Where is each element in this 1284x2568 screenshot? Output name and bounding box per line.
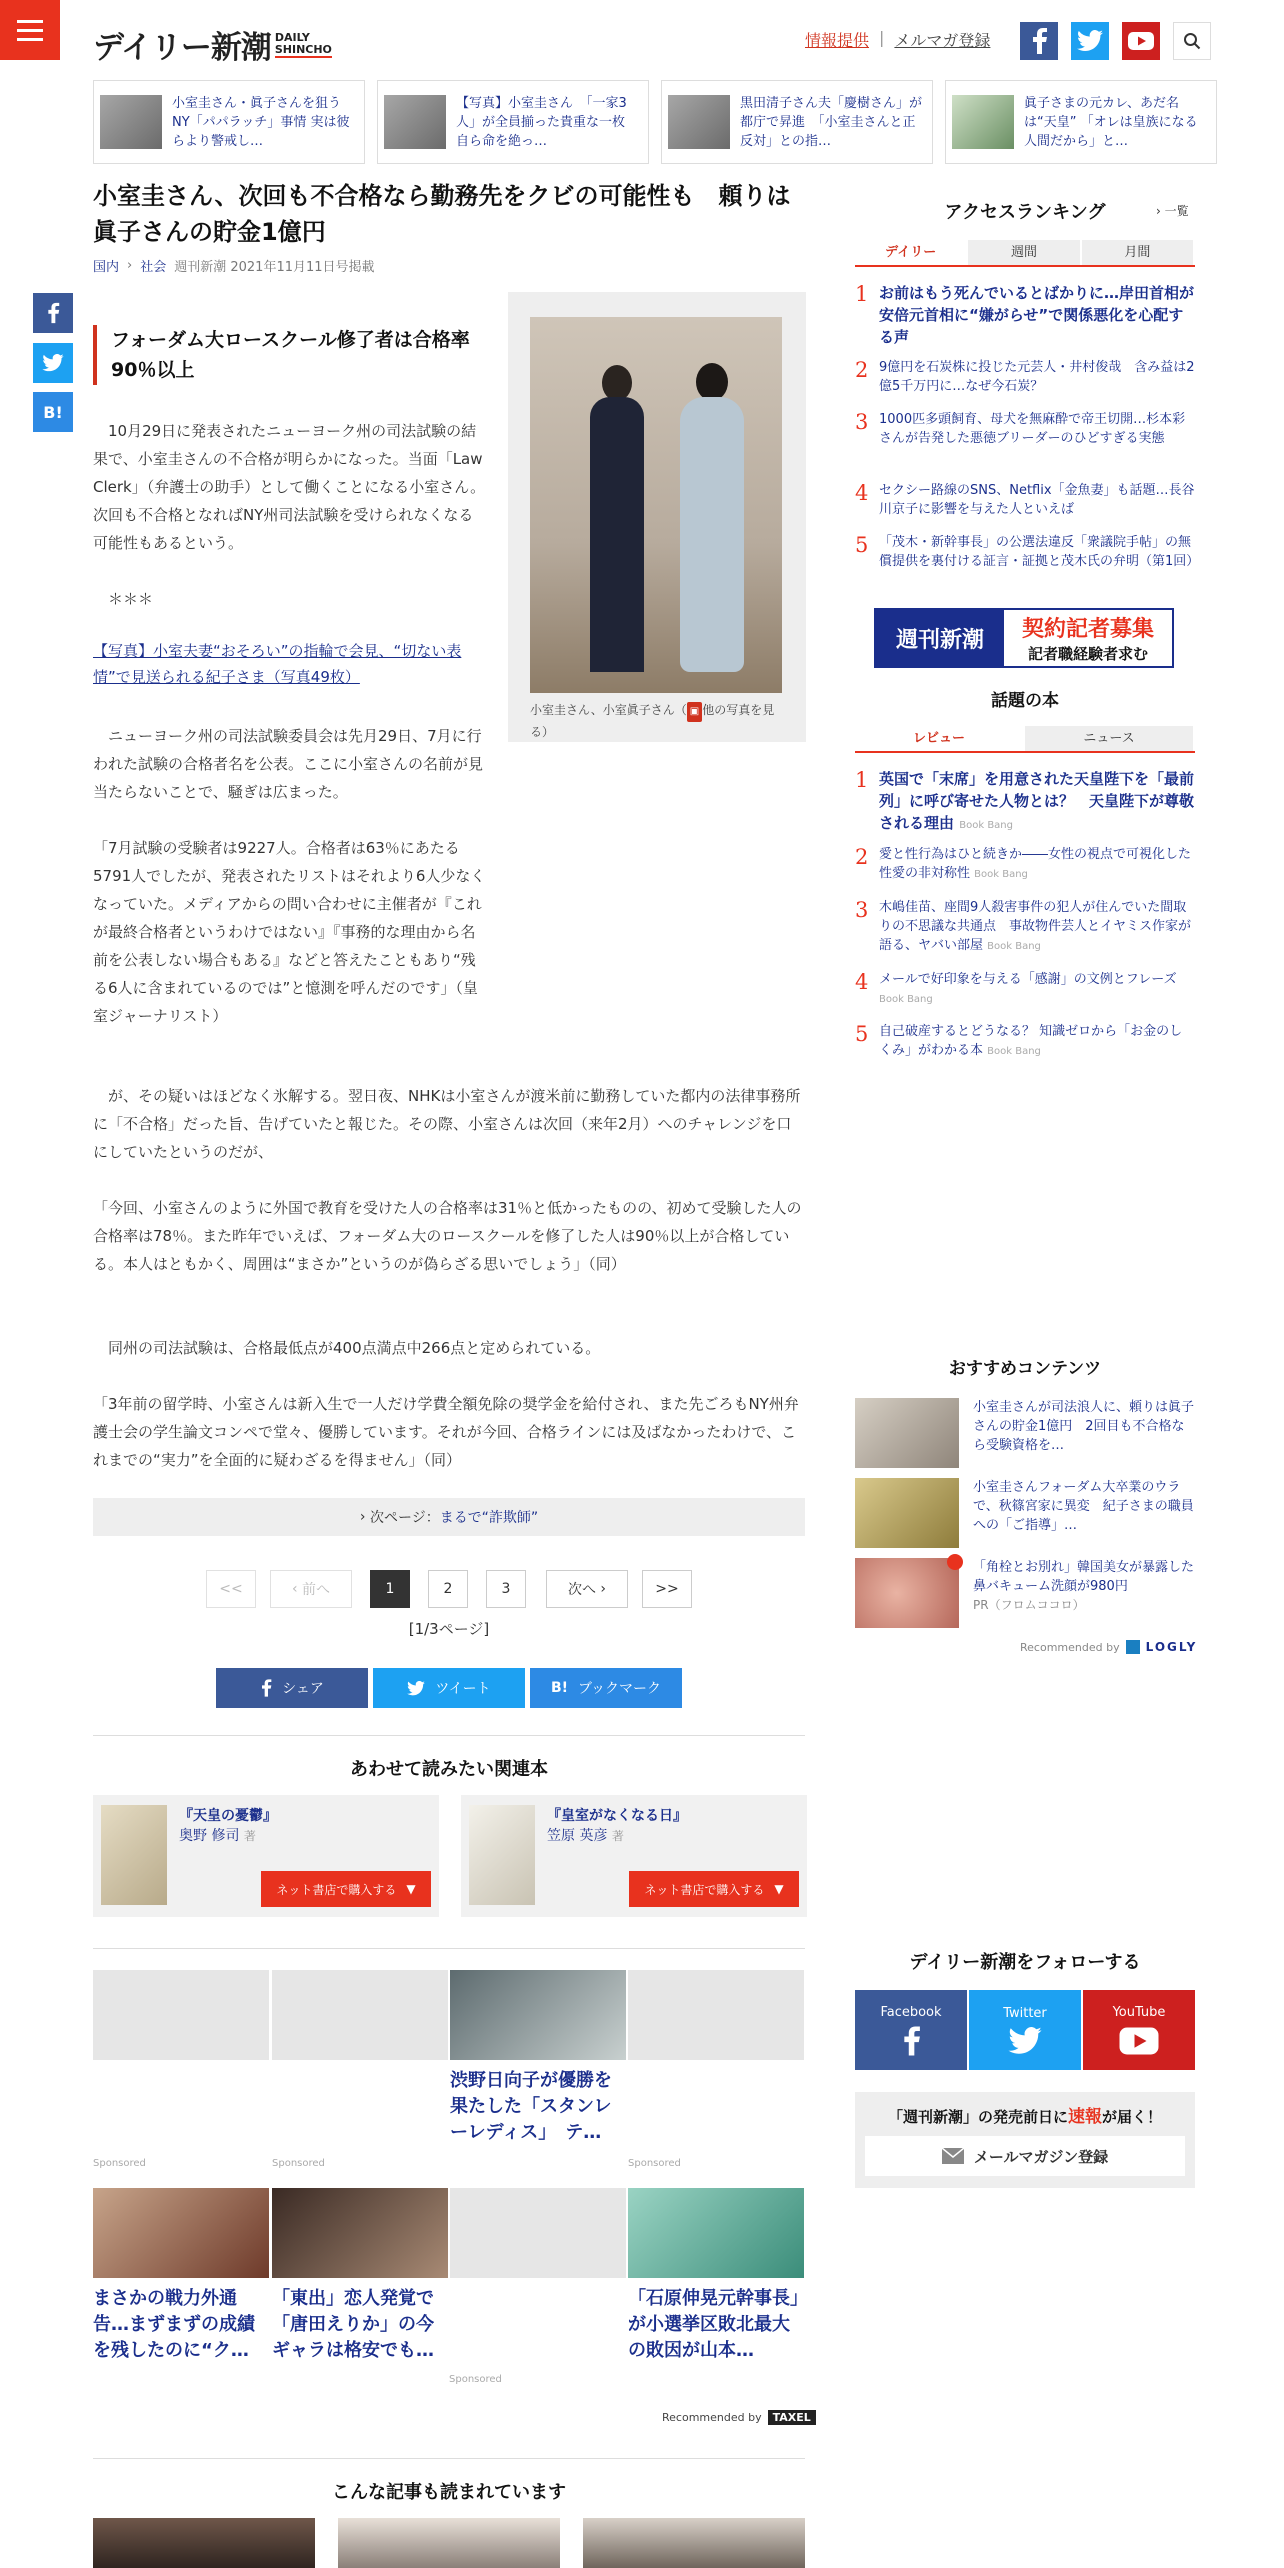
pagination-next[interactable]	[546, 1570, 628, 1608]
bookmark-label: ブックマーク	[578, 1681, 662, 1697]
book-title[interactable]: 『皇室がなくなる日』	[547, 1808, 687, 1824]
header-separator: |	[879, 28, 885, 47]
book-author-name: 笠原 英彦	[547, 1828, 608, 1844]
twitter-icon[interactable]	[1071, 22, 1109, 60]
book-item-title	[879, 898, 1195, 956]
article-quote: 「3年前の留学時、小室さんは新入生で一人だけ学費全額免除の奨学金を給付され、また先ごろもNY州弁護士会の学生論文コンペで堂々、優勝しています。それが今回、合格ラインには及ばなかったわけで、これまでの“実力”を全面的に疑わざるを得ません」（同）	[93, 1395, 799, 1469]
logo-text: デイリー新潮	[93, 30, 271, 66]
ad-right	[1004, 610, 1172, 666]
pagination-prev[interactable]	[270, 1570, 352, 1608]
rank-number: 4	[855, 970, 869, 994]
pagination-first[interactable]: <<	[206, 1570, 256, 1608]
facebook-icon	[901, 2026, 921, 2056]
book-bang-source: Book Bang	[974, 869, 1028, 880]
recommended-title: 小室圭さんが司法浪人に、頼りは眞子さんの貯金1億円 2回目も不合格なら受験資格を…	[973, 1400, 1195, 1453]
book-author-name: 奥野 修司	[179, 1828, 240, 1844]
follow-facebook-label: Facebook	[880, 2004, 942, 2020]
rank-number: 4	[855, 481, 869, 505]
sponsored-title[interactable]: 「東出」恋人発覚で「唐田えりか」の今ギャラは格安でも…	[272, 2288, 434, 2361]
book-bang-source: Book Bang	[987, 941, 1041, 952]
pagination-page-2[interactable]: 2	[428, 1570, 468, 1608]
twitter-share-label: ツイート	[435, 1681, 491, 1697]
side-twitter-share-icon[interactable]	[33, 343, 73, 383]
facebook-icon[interactable]	[1020, 22, 1058, 60]
buy-book-button[interactable]	[629, 1871, 799, 1907]
recommended-by-text: Recommended by	[1020, 1640, 1120, 1654]
facebook-icon	[260, 1679, 272, 1697]
sponsored-image[interactable]	[628, 2188, 804, 2278]
rank-number: 3	[855, 410, 869, 434]
related-book-card[interactable]	[93, 1795, 439, 1917]
site-logo[interactable]	[93, 22, 332, 67]
sponsored-title[interactable]: 「石原伸晃元幹事長」が小選挙区敗北最大の敗因が山本…	[628, 2288, 799, 2361]
rank-number: 2	[855, 358, 869, 382]
ad-badge-icon	[947, 1554, 963, 1570]
divider	[93, 1735, 805, 1736]
pagination-next-label: 次へ	[567, 1582, 596, 1598]
sponsored-label: Sponsored	[628, 2158, 681, 2169]
ad-headline: 契約記者募集	[1021, 616, 1154, 642]
article-paragraph: が、その疑いはほどなく氷解する。翌日夜、NHKは小室さんが渡米前に勤務していた都内の法律事務所に「不合格」だった旨、告げていたと報じた。その際、小室さんは次回（来年2月）へのチャレンジを口にしていたというのだが、	[93, 1087, 801, 1161]
tab-weekly[interactable]: 週間	[968, 240, 1081, 265]
taxel-logo[interactable]: TAXEL	[768, 2410, 816, 2425]
rank-number: 3	[855, 898, 869, 922]
sponsored-label: Sponsored	[272, 2158, 325, 2169]
book-cover	[101, 1805, 167, 1905]
recommended-heading: おすすめコンテンツ	[948, 1359, 1102, 1379]
buy-book-label: ネット書店で購入する	[276, 1882, 397, 1897]
books-tabs	[855, 726, 1195, 753]
sponsored-image[interactable]	[450, 1970, 626, 2060]
follow-twitter-button[interactable]	[969, 1990, 1081, 2070]
breadcrumb-society[interactable]: 社会	[140, 260, 167, 275]
book-author	[547, 1825, 624, 1845]
caret-down-icon: ▼	[774, 1882, 784, 1896]
recommended-item[interactable]	[855, 1478, 1195, 1548]
ranking-item[interactable]	[855, 533, 1200, 571]
ranking-more-link[interactable]	[1156, 202, 1189, 219]
buy-book-label: ネット書店で購入する	[644, 1882, 765, 1897]
divider	[93, 2458, 805, 2459]
rank-number: 2	[855, 845, 869, 869]
book-item-title	[879, 970, 1195, 1009]
sponsored-placeholder	[93, 1970, 269, 2060]
divider	[93, 1948, 805, 1949]
book-item-text: 木嶋佳苗、座間9人殺害事件の犯人が住んでいた間取りの不思議な共通点 事故物件芸人とイヤミス作家が語る、ヤバい部屋	[879, 900, 1192, 953]
next-page-prefix: 次ページ：	[369, 1510, 440, 1526]
newsletter-text-part: 」の発売前日に	[963, 2108, 1069, 2126]
article-paragraph: 10月29日に発表されたニューヨーク州の司法試験の結果で、小室圭さんの不合格が明らかになった。当面「Law Clerk」（弁護士の助手）として働くことになる小室さん。次回も不合格となればNY州司法試験を受けられなくなる可能性もあるという。	[93, 422, 486, 552]
chevron-right-icon: ›	[595, 1581, 607, 1597]
recruit-ad-banner[interactable]	[874, 608, 1174, 668]
camera-icon: ▣	[687, 702, 702, 722]
top-strip-card[interactable]	[93, 80, 365, 164]
top-strip-card[interactable]	[661, 80, 933, 164]
recommended-item[interactable]	[855, 1398, 1195, 1468]
book-bang-source: Book Bang	[879, 994, 933, 1005]
book-author-suffix: 著	[611, 1829, 624, 1843]
facebook-share-button[interactable]	[216, 1668, 368, 1708]
article-title: 小室圭さん、次回も不合格なら勤務先をクビの可能性も 頼りは眞子さんの貯金1億円	[93, 182, 791, 246]
more-article-image[interactable]	[338, 2518, 560, 2568]
ranking-item[interactable]	[855, 410, 1195, 448]
sponsored-placeholder	[272, 1970, 448, 2060]
follow-heading: デイリー新潮をフォローする	[909, 1952, 1141, 1973]
book-item[interactable]	[855, 845, 1195, 884]
ranking-item[interactable]	[855, 282, 1195, 348]
next-page-banner[interactable]	[93, 1498, 805, 1536]
sponsored-placeholder	[628, 1970, 804, 2060]
ad-left-text: 週刊新潮	[876, 610, 1004, 666]
side-hatena-bookmark-icon[interactable]: B!	[33, 392, 73, 432]
books-heading: 話題の本	[991, 691, 1059, 711]
hamburger-menu-button[interactable]	[0, 0, 60, 60]
book-item[interactable]	[855, 768, 1195, 837]
recommended-title: 「角栓とお別れ」韓国美女が暴露した鼻バキューム洗顔が980円	[973, 1560, 1195, 1594]
follow-youtube-label: YouTube	[1112, 2004, 1166, 2020]
book-item[interactable]	[855, 970, 1195, 1009]
book-bang-source: Book Bang	[959, 820, 1013, 831]
follow-facebook-button[interactable]	[855, 1990, 967, 2070]
logly-logo[interactable]: LOGLY	[1145, 1640, 1198, 1654]
sponsored-image[interactable]	[93, 2188, 269, 2278]
book-item-title	[879, 768, 1195, 837]
tab-monthly[interactable]: 月間	[1082, 240, 1195, 265]
newsletter-link[interactable]: メルマガ登録	[894, 31, 991, 50]
photo-gallery-link[interactable]: 【写真】小室夫妻“おそろい”の指輪で会見、“切ない表情”で見送られる紀子さま（写真49枚）	[93, 642, 462, 686]
article-subhead: フォーダム大ロースクール修了者は合格率90％以上	[93, 325, 488, 385]
facebook-share-label: シェア	[282, 1681, 324, 1697]
recommended-thumb	[855, 1558, 959, 1628]
tab-daily[interactable]: デイリー	[855, 240, 968, 265]
sponsored-title[interactable]: まさかの戦力外通告…まずまずの成績を残したのに“ク…	[93, 2288, 255, 2361]
photo-caption	[530, 700, 788, 742]
newsletter-text-part: が届く！	[1102, 2108, 1163, 2126]
rank-number: 1	[855, 768, 869, 792]
top-strip-title: 黒田清子さん夫「慶樹さん」が都庁で昇進 「小室圭さんと正反対」との指…	[740, 95, 923, 149]
article-quote: 「7月試験の受験者は9227人。合格者は63％にあたる5791人でしたが、発表されたリストはそれより6人少なくなっていた。メディアからの問い合わせに主催者が『これが最終合格者というわけではない』『事務的な理由から名前を公表しない場合もある』などと答えたこともあり“残る6人に含まれているのでは”と憶測を呼んだのです」（皇室ジャーナリスト）	[93, 839, 486, 1025]
twitter-icon	[407, 1681, 425, 1696]
top-strip-thumb	[952, 95, 1014, 149]
recommended-item[interactable]	[855, 1558, 1195, 1628]
recommended-by-logly	[1020, 1640, 1197, 1654]
sponsored-placeholder	[450, 2188, 626, 2278]
pagination-last[interactable]: >>	[642, 1570, 692, 1608]
newsletter-signup-button[interactable]	[865, 2136, 1185, 2176]
newsletter-signup-label: メールマガジン登録	[973, 2147, 1109, 2166]
logly-icon	[1126, 1640, 1140, 1654]
book-item-text: メールで好印象を与える「感謝」の文例とフレーズ	[879, 972, 1177, 987]
buy-book-button[interactable]	[261, 1871, 431, 1907]
recommended-title: 小室圭さんフォーダム大卒業のウラで、秋篠宮家に異変 紀子さまの職員への「ご指導」…	[973, 1480, 1194, 1533]
more-article-image[interactable]	[93, 2518, 315, 2568]
book-item-text: 愛と性行為はひと続きか――女性の視点で可視化した性愛の非対称性	[879, 847, 1192, 881]
search-icon[interactable]	[1173, 22, 1211, 60]
rank-title: お前はもう死んでいるとばかりに…岸田首相が安倍元首相に“嫌がらせ”で関係悪化を心配する声	[879, 284, 1195, 346]
pagination-page-1[interactable]: 1	[370, 1570, 410, 1608]
info-provide-link[interactable]: 情報提供	[805, 31, 870, 50]
rank-number: 5	[855, 1022, 869, 1046]
recommended-by-text: Recommended by	[662, 2411, 762, 2424]
article-main-photo[interactable]	[530, 317, 782, 693]
chevron-right-icon: ›	[359, 1509, 370, 1525]
logo-en	[275, 32, 332, 58]
book-title[interactable]: 『天皇の憂鬱』	[179, 1808, 277, 1824]
hatena-icon: B!	[550, 1680, 569, 1696]
next-page-title: まるで“詐欺師”	[439, 1510, 539, 1526]
top-strip-card[interactable]	[377, 80, 649, 164]
chevron-right-icon: ›	[1156, 204, 1165, 218]
breadcrumb-domestic[interactable]: 国内	[93, 260, 120, 275]
chevron-left-icon: ‹	[291, 1581, 303, 1597]
article-quote: 「今回、小室さんのように外国で教育を受けた人の合格率は31％と低かったものの、初めて受験した人の合格率は78％。また昨年でいえば、フォーダム大のロースクールを修了した人は90％以上が合格している。本人はともかく、周囲は“まさか”というのが偽らざる思いでしょう」（同）	[93, 1199, 802, 1273]
top-strip-thumb	[100, 95, 162, 149]
book-item-title	[879, 845, 1195, 884]
hatena-bookmark-button[interactable]	[530, 1668, 682, 1708]
recommended-by	[662, 2410, 816, 2425]
article-source: 週刊新潮 2021年11月11日号掲載	[174, 260, 375, 275]
rank-title: 「茂木・新幹事長」の公選法違反「衆議院手帖」の無償提供を裏付ける証言・証拠と茂木氏の弁明（第1回）	[879, 535, 1200, 569]
recommended-thumb	[855, 1398, 959, 1468]
rank-title: 9億円を石炭株に投じた元芸人・井村俊哉 含み益は2億5千万円に…なぜ今石炭？	[879, 360, 1195, 394]
sponsored-title[interactable]: 渋野日向子が優勝を果たした「スタンレーレディス」 テ…	[450, 2070, 612, 2143]
book-author-suffix: 著	[243, 1829, 256, 1843]
rank-number: 1	[855, 282, 869, 306]
follow-twitter-label: Twitter	[1003, 2005, 1047, 2021]
book-bang-source: Book Bang	[987, 1046, 1041, 1057]
pagination-prev-label: 前へ	[302, 1582, 331, 1598]
ranking-tabs	[855, 240, 1195, 267]
recommended-pr: PR（フロムココロ）	[973, 1598, 1085, 1612]
ranking-heading: アクセスランキング	[944, 202, 1106, 223]
sponsored-image[interactable]	[272, 2188, 448, 2278]
twitter-icon	[1008, 2027, 1042, 2055]
book-item[interactable]	[855, 1022, 1195, 1061]
tab-review[interactable]: レビュー	[855, 726, 1025, 751]
ranking-more-label: 一覧	[1164, 204, 1189, 218]
ranking-item[interactable]	[855, 358, 1195, 396]
photo-caption-text: 小室圭さん、小室眞子さん（	[530, 703, 687, 717]
rank-title: セクシー路線のSNS、Netflix「金魚妻」も話題…長谷川京子に影響を与えた人といえば	[879, 483, 1195, 517]
caret-down-icon: ▼	[406, 1882, 416, 1896]
more-photos-link[interactable]: 他の写真を見る）	[530, 703, 775, 739]
ad-subline: 記者職経験者求む	[1027, 645, 1148, 663]
book-item-title	[879, 1022, 1195, 1061]
header-links	[805, 28, 990, 51]
mail-icon	[942, 2148, 964, 2164]
top-strip-title: 眞子さまの元カレ、あだ名は“天皇” 「オレは皇族になる人間だから」と…	[1024, 95, 1198, 149]
logo-en-line1: DAILY	[274, 30, 310, 44]
newsletter-text	[855, 2102, 1195, 2127]
recommended-text	[973, 1558, 1195, 1628]
ranking-item[interactable]	[855, 481, 1195, 519]
more-articles-heading: こんな記事も読まれています	[332, 2482, 566, 2503]
book-author	[179, 1825, 256, 1845]
side-facebook-share-icon[interactable]	[33, 293, 73, 333]
top-strip-title: 【写真】小室圭さん 「一家3人」が全員揃った貴重な一枚 自ら命を絶っ…	[456, 95, 639, 149]
logo-en-line2: SHINCHO	[274, 42, 332, 56]
chevron-right-icon: ›	[127, 258, 133, 273]
book-item-text: 自己破産するとどうなる？ 知識ゼロから「お金のしくみ」がわかる本	[879, 1024, 1183, 1058]
pagination-page-3[interactable]: 3	[486, 1570, 526, 1608]
article-paragraph: ニューヨーク州の司法試験委員会は先月29日、7月に行われた試験の合格者名を公表。ここに小室さんの名前が見当たらないことで、騒ぎは広まった。	[93, 727, 484, 801]
book-item[interactable]	[855, 898, 1195, 956]
breadcrumb	[93, 256, 375, 275]
article-stars: ＊＊＊	[108, 590, 154, 608]
newsletter-magazine-name: 週刊新潮	[902, 2108, 963, 2126]
sponsored-label: Sponsored	[93, 2158, 146, 2169]
book-cover	[469, 1805, 535, 1905]
youtube-icon[interactable]	[1122, 22, 1160, 60]
top-strip-thumb	[668, 95, 730, 149]
rank-number: 5	[855, 533, 869, 557]
recommended-thumb	[855, 1478, 959, 1548]
pagination-count: [1/3ページ]	[408, 1620, 490, 1638]
related-book-card[interactable]	[461, 1795, 807, 1917]
sponsored-label: Sponsored	[449, 2374, 502, 2385]
rank-title: 1000匹多頭飼育、母犬を無麻酔で帝王切開…杉本彩さんが告発した悪徳ブリーダーのひどすぎる実態	[879, 412, 1186, 446]
tab-news[interactable]: ニュース	[1025, 726, 1195, 751]
related-books-heading: あわせて読みたい関連本	[350, 1759, 548, 1780]
twitter-share-button[interactable]	[373, 1668, 525, 1708]
top-strip-card[interactable]	[945, 80, 1217, 164]
newsletter-text-part: 「	[887, 2108, 903, 2126]
youtube-icon	[1119, 2026, 1159, 2056]
more-article-image[interactable]	[583, 2518, 805, 2568]
follow-youtube-button[interactable]	[1083, 1990, 1195, 2070]
newsletter-highlight: 速報	[1068, 2107, 1103, 2127]
top-strip-title: 小室圭さん・眞子さんを狙うNY「パパラッチ」事情 実は彼らより警戒し…	[172, 95, 350, 149]
book-item-text: 英国で「末席」を用意された天皇陛下を「最前列」に呼び寄せた人物とは？ 天皇陛下が尊敬される理由	[879, 770, 1195, 832]
top-strip-thumb	[384, 95, 446, 149]
article-paragraph: 同州の司法試験は、合格最低点が400点満点中266点と定められている。	[108, 1339, 601, 1357]
